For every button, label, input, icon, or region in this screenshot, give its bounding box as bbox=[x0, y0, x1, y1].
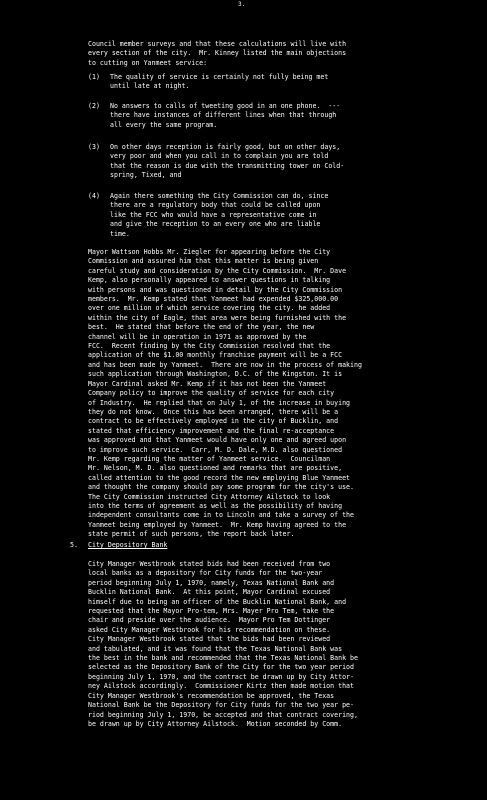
list-item-number: (2) bbox=[88, 102, 100, 110]
list-item-text bbox=[110, 102, 340, 130]
text-line: asked City Manager Westbrook for his recommendation on these. bbox=[88, 625, 331, 634]
text-line: called attention to the good record the new employing Blue Yanmeet bbox=[88, 473, 351, 482]
text-line: Yanmeet being employed by Yanmeet. Mr. Kemp having agreed to the bbox=[88, 520, 347, 529]
text-line: such application through Washington, D.C. of the Kingston. It is bbox=[88, 370, 343, 379]
text-line: selected as the Depository Bank of the City for the two year period bbox=[88, 663, 354, 672]
text-line: there are a regulatory body that could be called upon bbox=[110, 201, 321, 210]
text-line: like the FCC who would have a representative come in bbox=[110, 210, 317, 219]
text-line: and has been made by Yanmeet. There are now in the process of making bbox=[88, 360, 362, 369]
text-line: and give the reception to an every one who are liable bbox=[110, 220, 321, 229]
text-line: stated that efficiency improvement and the final re-acceptance bbox=[88, 426, 335, 435]
text-line: riod beginning July 1, 1970, be accepted and that contract covering, bbox=[88, 710, 358, 719]
text-line: National Bank be the Depository for City funds for the two year pe- bbox=[88, 701, 354, 710]
text-line: application of the $1.00 monthly franchise payment will be a FCC bbox=[88, 351, 343, 360]
text-line: best. He stated that before the end of the year, the new bbox=[88, 323, 315, 332]
text-line: every section of the city. Mr. Kinney listed the main objections bbox=[88, 49, 347, 58]
list-item-number: (4) bbox=[88, 192, 100, 200]
text-line: himself due to being an officer of the Bucklin National Bank, and bbox=[88, 597, 347, 606]
text-line: Commission and assured him that this matter is being given bbox=[88, 257, 319, 266]
text-line: all every the same program. bbox=[110, 120, 218, 129]
text-line: contract to be effectively employed in the city of Bucklin, and bbox=[88, 417, 339, 426]
text-line: state permit of such persons, the report back later. bbox=[88, 530, 295, 539]
text-line: members. Mr. Kemp stated that Yanmeet had expended $325,000.00 bbox=[88, 295, 339, 304]
text-line: time. bbox=[110, 229, 130, 238]
list-item-number: (3) bbox=[88, 143, 100, 151]
intro-paragraph bbox=[88, 40, 346, 68]
text-line: Company policy to improve the quality of service for each city bbox=[88, 389, 335, 398]
list-item-number: (1) bbox=[88, 73, 100, 81]
text-line: careful study and consideration by the City Commission. Mr. Dave bbox=[88, 266, 347, 275]
text-line: of Industry. He replied that on July 1, of the increase in buying bbox=[88, 398, 351, 407]
text-line: On other days reception is fairly good, but on other days, bbox=[110, 143, 341, 151]
text-line: ney Ailstock accordingly. Commissioner Kirtz then made motion that bbox=[88, 682, 354, 691]
text-line: period beginning July 1, 1970, namely, Texas National Bank and bbox=[88, 578, 335, 587]
text-line: and tabulated, and it was found that the Texas National Bank was bbox=[88, 644, 343, 653]
list-item-text bbox=[110, 192, 328, 239]
text-line: they do not know. Once this has been arranged, there will be a bbox=[88, 407, 339, 416]
text-line: with persons and was questioned in detail by the City Commission bbox=[88, 285, 343, 294]
text-line: into the terms of agreement as well as the possibility of having bbox=[88, 501, 343, 510]
text-line: was approved and that Yanmeet would have only one and agreed upon bbox=[88, 436, 347, 445]
text-line: City Manager Westbrook stated bids had been received from two bbox=[88, 560, 331, 568]
text-line: channel will be in operation in 1971 as approved by the bbox=[88, 332, 307, 341]
text-line: City Manager Westbrook's recommendation be approved, the Texas bbox=[88, 691, 335, 700]
text-line: local banks as a depository for City funds for the two-year bbox=[88, 569, 323, 578]
text-line: FCC. Recent finding by the City Commission resolved that the bbox=[88, 342, 331, 351]
depository-bank-paragraph bbox=[88, 560, 358, 729]
text-line: Mr. Kemp regarding the matter of Yanmeet service. Councilman bbox=[88, 454, 331, 463]
section-number: 5. bbox=[70, 541, 78, 549]
text-line: City Manager Westbrook stated that the bids had been reviewed bbox=[88, 635, 331, 644]
text-line: spring, Tixed, and bbox=[110, 171, 182, 180]
text-line: be drawn up by City Attorney Ailstock. Motion seconded by Comm. bbox=[88, 719, 343, 728]
list-item-text bbox=[110, 143, 344, 181]
page-number: 3. bbox=[238, 1, 246, 8]
text-line: The City Commission instructed City Attorney Ailstock to look bbox=[88, 492, 331, 501]
text-line: Again there something the City Commission can do, since bbox=[110, 192, 329, 200]
text-line: the best in the bank and recommended that the Texas National Bank be bbox=[88, 654, 358, 663]
text-line: Mr. Nelson, M. D. also questioned and remarks that are positive, bbox=[88, 464, 343, 473]
text-line: requested that the Mayor Pro-tem, Mrs. Mayer Pro Tem, take the bbox=[88, 607, 335, 616]
section-title: City Depository Bank bbox=[88, 541, 168, 549]
list-item-text bbox=[110, 73, 328, 92]
text-line: that the reason is due with the transmitting tower on Cold- bbox=[110, 161, 345, 170]
text-line: over one million of which service covering the city. he added bbox=[88, 304, 331, 313]
text-line: Mayor Cardinal asked Mr. Kemp if it has not been the Yanmeet bbox=[88, 379, 327, 388]
text-line: Council member surveys and that these calculations will live with bbox=[88, 40, 347, 48]
text-line: and thought the company should pay some program for the city's use. bbox=[88, 483, 354, 492]
text-line: Kemp, also personally appeared to answer questions in talking bbox=[88, 276, 331, 285]
text-line: until late at night. bbox=[110, 82, 190, 91]
text-line: chair and preside over the audience. Mayor Pro Tem Dottinger bbox=[88, 616, 331, 625]
text-line: The quality of service is certainly not fully being met bbox=[110, 73, 329, 81]
commission-discussion-paragraph bbox=[88, 248, 362, 540]
text-line: to cutting on Yanmeet service: bbox=[88, 58, 208, 67]
text-line: within the city of Eagle, that area were being furnished with the bbox=[88, 313, 347, 322]
text-line: Bucklin National Bank. At this point, Mayor Cardinal excused bbox=[88, 588, 331, 597]
text-line: beginning July 1, 1970, and the contract be drawn up by City Attor- bbox=[88, 672, 354, 681]
text-line: Mayor Wattson Hobbs Mr. Ziegler for appearing before the City bbox=[88, 248, 331, 256]
text-line: very poor and when you call in to complain you are told bbox=[110, 152, 329, 161]
text-line: independent consultants come in to Lincoln and take a survey of the bbox=[88, 511, 354, 520]
text-line: to improve such service. Carr, M. D. Dale, M.D. also questioned bbox=[88, 445, 343, 454]
text-line: No answers to calls of tweeting good in an one phone. --- bbox=[110, 102, 341, 110]
text-line: there have instances of different lines when that through bbox=[110, 111, 337, 120]
